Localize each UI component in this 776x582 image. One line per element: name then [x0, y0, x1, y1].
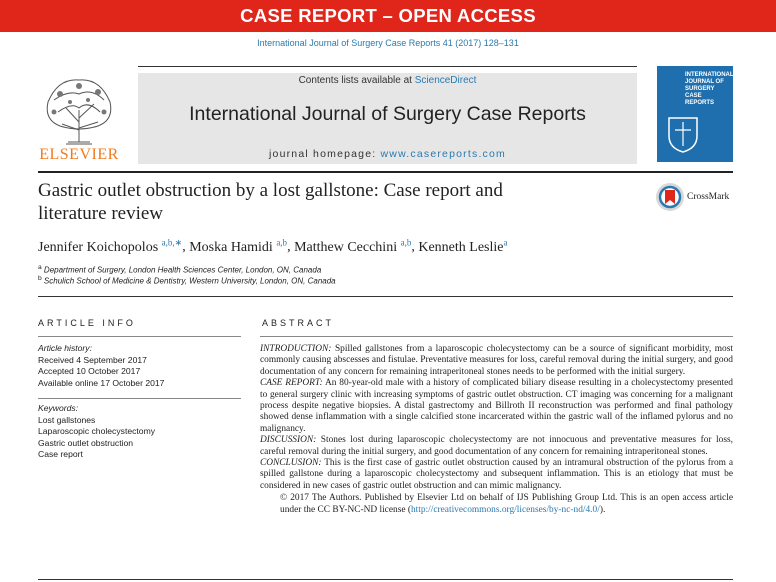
abstract-heading: ABSTRACT: [262, 318, 335, 328]
author-list: [38, 237, 718, 256]
abstract-section-label: CASE REPORT:: [260, 378, 323, 389]
copyright-text: © 2017 The Authors. Published by Elsevier Ltd on behalf of IJS Publishing Group Ltd. This is an open access article under the CC BY-NC-ND license (: [280, 493, 733, 515]
cover-title: INTERNATIONAL JOURNAL OF SURGERY CASE REPORTS: [685, 72, 734, 106]
authors-rule: [38, 296, 733, 297]
crossmark-button[interactable]: [655, 182, 735, 212]
article-title: [38, 179, 598, 225]
affiliation: [38, 264, 638, 275]
crossmark-icon: [655, 182, 685, 212]
author-name: Jennifer Koichopolos: [38, 239, 159, 255]
crossmark-label: CrossMark: [687, 192, 730, 202]
keywords-rule: [38, 398, 241, 399]
history-item: Accepted 10 October 2017: [38, 366, 141, 376]
homepage-prefix: journal homepage:: [269, 148, 381, 160]
abstract-section-label: INTRODUCTION:: [260, 344, 332, 354]
abstract-section-text: Spilled gallstones from a laparoscopic cholecystectomy can be a source of significant morbidity, most commonly causing abscesses and fistulae. Preventative measures for loss, careful removal during the initial surgery, and good documentation of any concern for remaining intraperitoneal stones needs to be performed with the initial surgery.: [260, 344, 733, 377]
abstract-section-label: DISCUSSION:: [260, 435, 317, 446]
article-title-line-1: Gastric outlet obstruction by a lost gallstone: Case report and: [38, 180, 503, 201]
author[interactable]: [189, 237, 288, 255]
abstract-paragraph: [260, 458, 733, 492]
abstract-section-label: CONCLUSION:: [260, 458, 322, 469]
author-affiliation-marks[interactable]: a,b: [400, 237, 412, 247]
keyword-item: Gastric outlet obstruction: [38, 437, 134, 448]
author-name: Kenneth Leslie: [418, 239, 504, 255]
affiliation-mark: b: [38, 275, 42, 282]
history-item: Received 4 September 2017: [38, 354, 147, 365]
journal-title: International Journal of Surgery Case Reports: [189, 103, 586, 125]
affiliation: [38, 275, 638, 286]
author-name: Moska Hamidi: [189, 239, 273, 255]
affiliation-text: Schulich School of Medicine & Dentistry, Western University, London, ON, Canada: [41, 276, 336, 286]
author-name: Matthew Cecchini: [294, 239, 398, 255]
article-title-line-2: literature review: [38, 203, 164, 224]
header-rule: [38, 171, 733, 173]
license-link[interactable]: http://creativecommons.org/licenses/by-nc-nd/4.0/: [410, 504, 600, 515]
author-affiliation-marks[interactable]: a: [503, 237, 508, 247]
abstract-section-text: An 80-year-old male with a history of complicated biliary disease resulting in a cholecystectomy presented to general surgery clinic with increasing symptoms of gastric outlet obstruction. CT imaging was concerning for a malignant process despite negative biopsies. A distal gastrectomy and Billroth II reconstruction was performed and final pathology showed dense inflammation with a single calcified stone incarcerated within the gastric wall of the inflamed pylorus and no malignancy.: [260, 378, 733, 434]
journal-cover-image[interactable]: [657, 66, 733, 162]
author-affiliation-marks[interactable]: a,b: [276, 237, 288, 247]
keyword-item: Case report: [38, 449, 83, 459]
article-info-rule: [38, 336, 241, 337]
journal-homepage: [138, 148, 637, 160]
contents-line: [138, 75, 637, 86]
affiliation-mark: a: [38, 264, 42, 271]
keywords: [38, 403, 238, 461]
history-label: Article history:: [38, 343, 92, 353]
author-separator: ,: [287, 239, 295, 255]
abstract-section-text: Stones lost during laparoscopic cholecystectomy are not innocuous and preventative measures for loss, careful removal during the initial surgery, and good documentation of any concern for remaining intraperitoneal stones.: [260, 435, 733, 457]
abstract-paragraph: [260, 344, 733, 378]
abstract-body: [260, 344, 733, 516]
open-access-banner: CASE REPORT – OPEN ACCESS: [0, 0, 776, 32]
article-info-heading: ARTICLE INFO: [38, 318, 136, 328]
sciencedirect-link[interactable]: ScienceDirect: [414, 75, 477, 86]
author[interactable]: [294, 237, 412, 255]
author-separator: ,: [182, 239, 190, 255]
abstract-paragraph: [260, 378, 733, 435]
author[interactable]: [38, 237, 183, 255]
header-top-rule: [138, 66, 637, 67]
contents-prefix: Contents lists available at: [298, 75, 415, 86]
homepage-link[interactable]: www.casereports.com: [380, 148, 506, 160]
copyright-notice: [260, 493, 733, 516]
copyright-end: ).: [599, 504, 606, 515]
author-affiliation-marks[interactable]: a,b,∗: [161, 237, 183, 247]
elsevier-wordmark: ELSEVIER: [39, 146, 119, 163]
keywords-label: Keywords:: [38, 403, 79, 413]
keyword-item: Lost gallstones: [38, 414, 96, 425]
article-history: [38, 343, 238, 389]
abstract-paragraph: [260, 435, 733, 458]
abstract-rule: [260, 336, 733, 337]
author-separator: ,: [411, 239, 419, 255]
affiliation-text: Department of Surgery, London Health Sciences Center, London, ON, Canada: [41, 265, 322, 275]
author[interactable]: [418, 237, 508, 255]
abstract-section-text: This is the first case of gastric outlet obstruction caused by an intramural obstruction of the pylorus from a spilled gallstone during a laparoscopic cholecystectomy and subsequent inflammation. This is an etiology that must be considered in new cases of gastric outlet obstruction and can mimic malignancy.: [260, 458, 733, 491]
cover-crest-icon: [665, 114, 701, 154]
citation-link[interactable]: International Journal of Surgery Case Reports 41 (2017) 128–131: [257, 38, 519, 48]
keyword-item: Laparoscopic cholecystectomy: [38, 426, 156, 436]
history-item: Available online 17 October 2017: [38, 377, 165, 388]
footer-rule: [38, 579, 733, 580]
